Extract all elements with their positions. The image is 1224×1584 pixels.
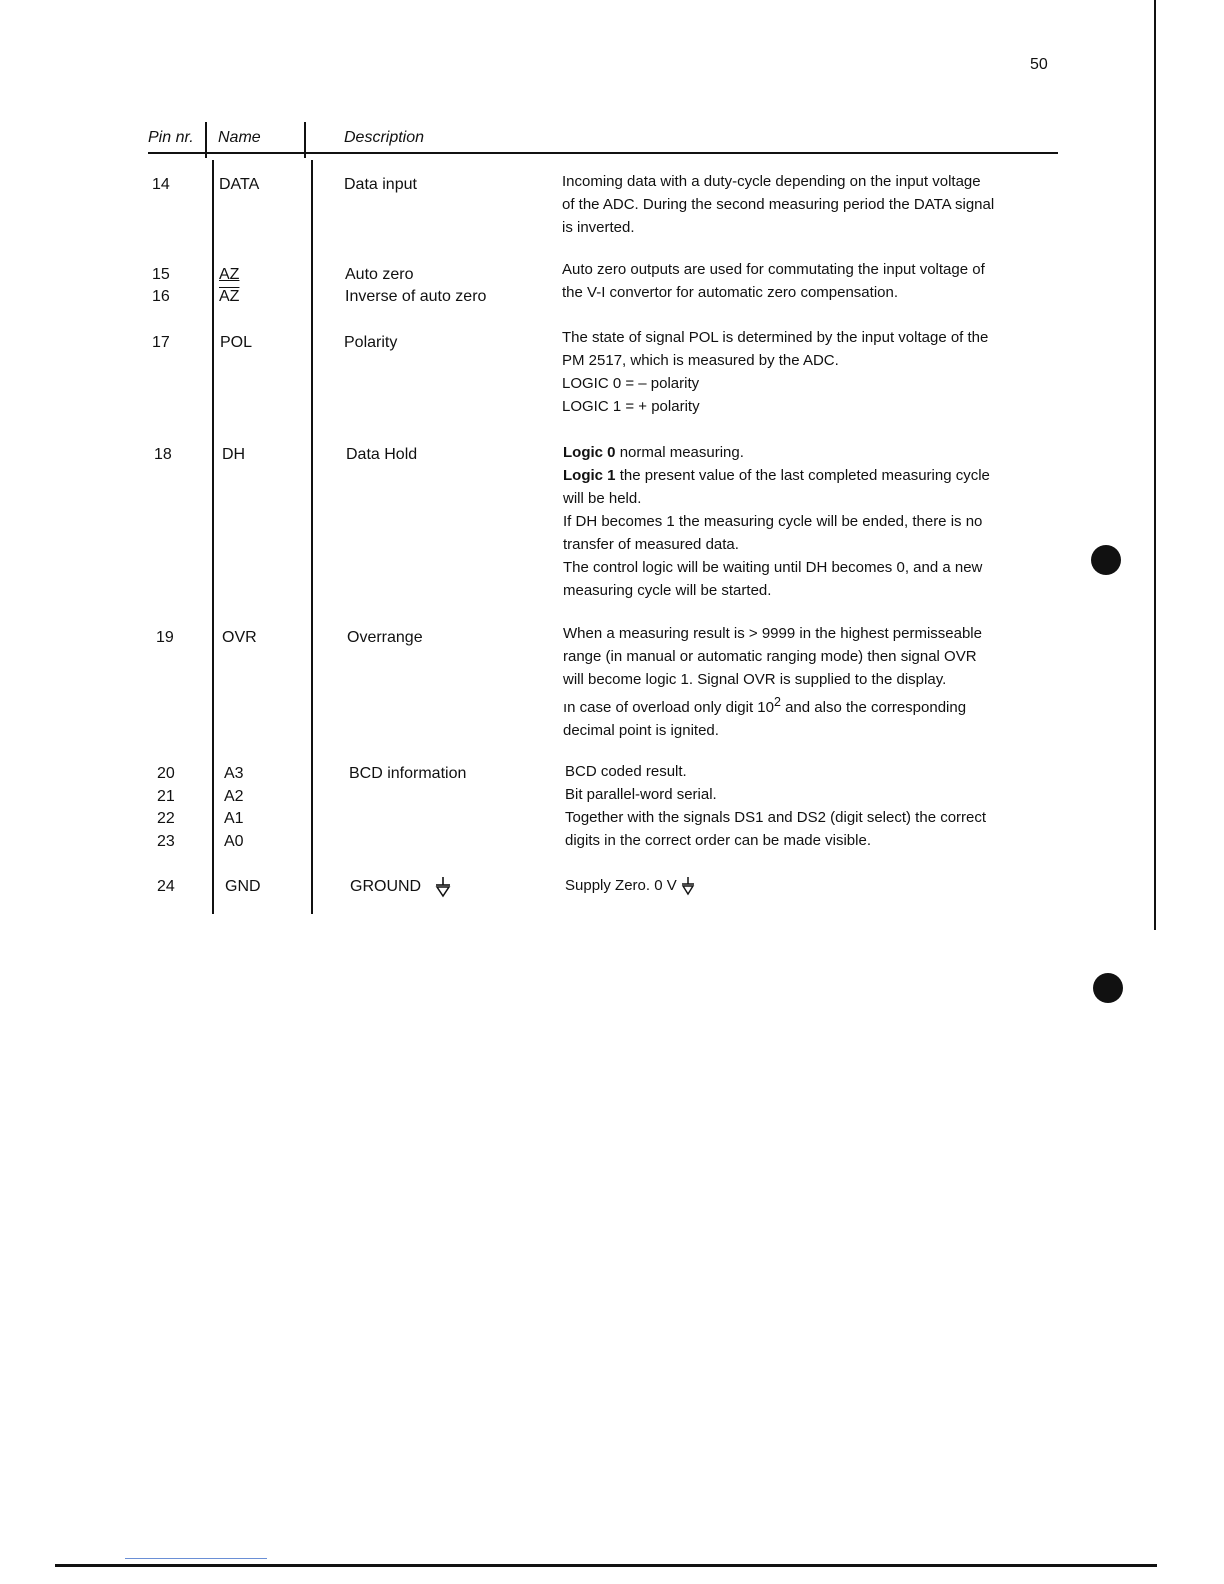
- pin-number: 22: [157, 810, 175, 827]
- header-description: Description: [344, 129, 425, 146]
- short-description: BCD information: [349, 765, 467, 782]
- short-description: Data Hold: [346, 446, 418, 463]
- punch-hole-icon: [1091, 545, 1121, 575]
- long-description: BCD coded result. Bit parallel-word serial. Together with the signals DS1 and DS2 (digit select) the correct digits in the correct order can be made visible.: [565, 763, 987, 849]
- short-description: Inverse of auto zero: [345, 288, 487, 305]
- pin-number: 19: [156, 629, 174, 646]
- header-pin-nr: Pin nr.: [148, 129, 194, 146]
- pin-name: DH: [222, 446, 246, 463]
- pin-number: 17: [152, 334, 170, 351]
- long-description: Auto zero outputs are used for commutating the input voltage of the V-I convertor for automatic zero compensation.: [562, 261, 985, 301]
- link-rule: [125, 1558, 267, 1559]
- pin-name: A0: [224, 833, 244, 850]
- short-description: Overrange: [347, 629, 423, 646]
- pin-number: 18: [154, 446, 172, 463]
- pin-number: 15: [152, 266, 170, 283]
- page-edge: [1154, 0, 1156, 930]
- header-name: Name: [218, 129, 261, 146]
- long-description: Incoming data with a duty-cycle depending on the input voltage of the ADC. During the second measuring period the DATA signal is inverted.: [562, 173, 995, 236]
- pin-name: DATA: [219, 176, 260, 193]
- bottom-rule: [55, 1564, 1157, 1567]
- pin-name: A2: [224, 788, 244, 805]
- header-rule: [148, 152, 1058, 154]
- pin-number: 20: [157, 765, 175, 782]
- long-description: Supply Zero. 0 V: [565, 874, 1070, 897]
- short-description: Auto zero: [345, 266, 414, 283]
- pin-name: GND: [225, 878, 261, 895]
- long-description: Logic 0 normal measuring. Logic 1 the present value of the last completed measuring cycle will be held. If DH becomes 1 the measuring cycle will be ended, there is no transfer of measured data. The control logic will be waiting until DH becomes 0, and a new measuring cycle will be started.: [563, 444, 990, 599]
- short-description: GROUND: [350, 876, 452, 898]
- pin-number: 16: [152, 288, 170, 305]
- pin-name: A3: [224, 765, 244, 782]
- pin-name: POL: [220, 334, 253, 351]
- ground-symbol-icon: [434, 876, 452, 898]
- long-description: When a measuring result is > 9999 in the highest permisseable range (in manual or automatic ranging mode) then signal OVR will become logic 1. Signal OVR is supplied to the display. ın case of overload only digit $10^2$ and also the corresponding decimal point is ignited.: [563, 625, 982, 739]
- ground-symbol-icon: [681, 876, 695, 896]
- pin-number: 23: [157, 833, 175, 850]
- pin-name-inverted: $\overline{AZ}$: [219, 288, 240, 305]
- pin-name: OVR: [222, 629, 257, 646]
- short-description: Data input: [344, 176, 417, 193]
- pin-name: AZ: [219, 266, 240, 283]
- pin-number: 21: [157, 788, 175, 805]
- pin-number: 24: [157, 878, 175, 895]
- column-rule-1: [212, 160, 214, 914]
- short-description: Polarity: [344, 334, 398, 351]
- column-rule-2: [311, 160, 313, 914]
- punch-hole-icon: [1093, 973, 1123, 1003]
- pin-number: 14: [152, 176, 170, 193]
- long-description: The state of signal POL is determined by the input voltage of the PM 2517, which is measured by the ADC. LOGIC 0 = – polarity LOGIC 1 = + polarity: [562, 329, 989, 415]
- pin-name: A1: [224, 810, 244, 827]
- page-number: 50: [1030, 56, 1048, 73]
